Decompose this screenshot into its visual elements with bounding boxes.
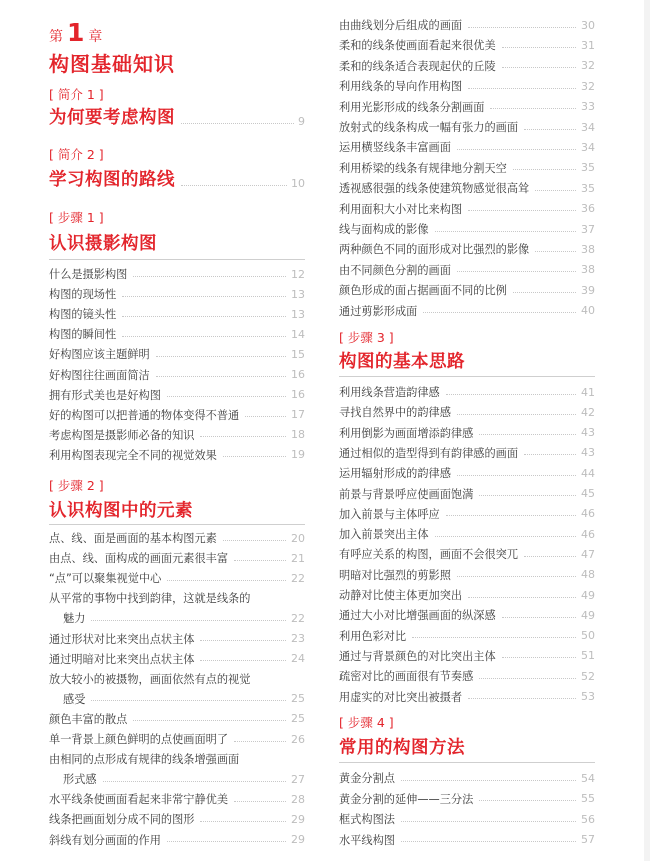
leader-dots (401, 841, 576, 842)
intro2-page: 10 (291, 177, 305, 190)
toc-entry-text: 利用面积大小对比来构图 (339, 202, 463, 216)
leader-dots (468, 27, 576, 28)
toc-entry-text: 什么是摄影构图 (49, 268, 128, 281)
leader-dots (401, 821, 576, 822)
toc-entry[interactable] (49, 445, 305, 465)
toc-entry-text: 拥有形式美也是好构图 (49, 388, 161, 402)
toc-entry-page: 33 (581, 100, 595, 114)
section-divider (49, 259, 305, 260)
toc-entry-page: 21 (291, 551, 305, 565)
leader-dots (446, 515, 576, 516)
toc-entry-text: 疏密对比的画面很有节奏感 (339, 670, 474, 684)
toc-entry[interactable] (49, 689, 305, 709)
toc-entry-page: 16 (291, 368, 305, 381)
step2-title: 认识构图中的元素 (49, 501, 193, 521)
toc-entry-text: 从平常的事物中找到韵律，这就是线条的 (49, 592, 251, 606)
toc-entry[interactable] (339, 768, 595, 788)
leader-dots (535, 251, 576, 252)
intro1-page: 9 (298, 115, 305, 128)
toc-entry[interactable] (339, 789, 595, 809)
toc-entry-text: 加入前景与主体呼应 (339, 507, 440, 521)
leader-dots (524, 454, 576, 455)
leader-dots (223, 456, 286, 457)
intro2-heading[interactable] (49, 166, 305, 191)
toc-entry-text: 运用横竖线条丰富画面 (339, 141, 451, 155)
toc-entry[interactable] (49, 809, 305, 829)
leader-dots (468, 88, 576, 89)
toc-entry-text: 通过剪影形成面 (339, 304, 418, 318)
toc-entry-text: 有呼应关系的构图，画面不会很突兀 (339, 548, 519, 562)
toc-entry-text: 水平线条使画面看起来非常宁静优美 (49, 793, 229, 807)
leader-dots (479, 434, 576, 435)
section-divider (339, 762, 595, 763)
toc-entry-page: 32 (581, 79, 595, 93)
toc-entry-text: 魅力 (63, 612, 86, 626)
toc-entry-page: 46 (581, 527, 595, 541)
toc-entry-text: 由点、线、面构成的画面元素很丰富 (49, 552, 229, 566)
toc-entry-page: 18 (291, 428, 305, 442)
leader-dots (91, 700, 286, 701)
toc-entry-text: 颜色丰富的散点 (49, 712, 128, 726)
toc-entry[interactable] (49, 385, 305, 405)
toc-entry-text: 运用辐射形成的韵律感 (339, 467, 451, 481)
section-divider (49, 524, 305, 525)
intro2-title: 学习构图的路线 (49, 170, 175, 190)
leader-dots (234, 801, 286, 802)
toc-entry-page: 32 (581, 59, 595, 73)
toc-entry-page: 53 (581, 690, 595, 703)
toc-entry-text: 由曲线划分后组成的画面 (339, 19, 463, 32)
leader-dots (457, 271, 576, 272)
toc-entry-page: 36 (581, 202, 595, 216)
toc-entry-page: 45 (581, 487, 595, 500)
leader-dots (535, 190, 576, 191)
toc-entry-page: 16 (291, 388, 305, 402)
toc-entry-page: 17 (291, 408, 305, 422)
toc-entry[interactable] (339, 219, 595, 239)
leader-dots (435, 536, 576, 537)
toc-entry[interactable] (339, 56, 595, 76)
toc-entry[interactable] (49, 649, 305, 669)
leader-dots (412, 637, 576, 638)
toc-entry-page: 24 (291, 652, 305, 666)
toc-entry[interactable] (339, 484, 595, 504)
toc-entry-text: 通过与背景颜色的对比突出主体 (339, 649, 496, 663)
toc-entry-page: 37 (581, 222, 595, 236)
toc-entry-text: 利用线条的导向作用构图 (339, 80, 463, 94)
toc-entry[interactable] (49, 324, 305, 344)
leader-dots (468, 698, 576, 699)
toc-entry-page: 30 (581, 18, 595, 32)
step4-title: 常用的构图方法 (339, 738, 465, 758)
section-divider (339, 376, 595, 377)
toc-entry-page: 51 (581, 649, 595, 663)
toc-entry[interactable] (339, 463, 595, 483)
toc-entry-page: 15 (291, 347, 305, 361)
leader-dots (490, 108, 576, 109)
toc-entry-text: 构图的现场性 (49, 288, 117, 302)
chapter-label (49, 18, 102, 47)
toc-entry-page: 43 (581, 426, 595, 440)
toc-entry-text: 动静对比使主体更加突出 (339, 589, 463, 602)
toc-entry[interactable] (49, 365, 305, 385)
chapter-title: 构图基础知识 (49, 52, 175, 76)
toc-entry[interactable] (339, 443, 595, 463)
toc-entry-page: 31 (581, 38, 595, 52)
toc-entry-page: 47 (581, 547, 595, 561)
step4-label: [ 步骤 4 ] (339, 715, 394, 730)
leader-dots (167, 396, 286, 397)
toc-entry-text: 构图的瞬间性 (49, 328, 117, 342)
toc-entry-page: 38 (581, 242, 595, 256)
chapter-suffix: 章 (88, 29, 103, 45)
leader-dots (468, 597, 576, 598)
toc-entry[interactable] (339, 280, 595, 300)
intro2-label: [ 简介 2 ] (49, 147, 104, 162)
toc-entry-text: 颜色形成的面占据画面不同的比例 (339, 284, 507, 298)
toc-entry-text: 明暗对比强烈的剪影照 (339, 568, 451, 582)
toc-entry-page: 13 (291, 287, 305, 301)
leader-dots (103, 781, 286, 782)
toc-entry[interactable] (49, 769, 305, 789)
toc-entry-text: 黄金分割的延伸——三分法 (339, 792, 474, 806)
leader-dots (122, 316, 286, 317)
toc-entry-text: 利用倒影为画面增添韵律感 (339, 426, 474, 440)
toc-entry-page: 43 (581, 446, 595, 460)
toc-entry[interactable] (339, 301, 595, 321)
step3-title: 构图的基本思路 (339, 352, 465, 372)
toc-entry-page: 14 (291, 327, 305, 341)
toc-entry[interactable] (339, 687, 595, 707)
toc-entry[interactable] (339, 260, 595, 280)
toc-entry[interactable] (49, 425, 305, 445)
toc-entry[interactable] (339, 178, 595, 198)
leader-dots (200, 660, 286, 661)
toc-entry-text: 放大较小的被摄物，画面依然有点的视觉 (49, 672, 251, 686)
leader-dots (513, 169, 576, 170)
toc-entry-text: 考虑构图是摄影师必备的知识 (49, 428, 195, 442)
leader-dots (223, 540, 286, 541)
leader-dots (156, 376, 286, 377)
leader-dots (122, 296, 286, 297)
toc-entry[interactable] (339, 423, 595, 443)
toc-entry[interactable] (339, 646, 595, 666)
intro1-title: 为何要考虑构图 (49, 108, 175, 128)
leader-dots (457, 576, 576, 577)
toc-entry-page: 23 (291, 632, 305, 645)
leader-dots (200, 821, 286, 822)
toc-entry-text: 由不同颜色分割的画面 (339, 263, 451, 277)
toc-entry-page: 12 (291, 267, 305, 281)
toc-entry-page: 29 (291, 833, 305, 846)
step2-label: [ 步骤 2 ] (49, 478, 104, 493)
toc-entry-page: 34 (581, 140, 595, 154)
leader-dots (423, 312, 576, 313)
toc-entry[interactable] (339, 137, 595, 157)
toc-entry-text: 感受 (63, 692, 86, 706)
toc-entry-page: 27 (291, 772, 305, 786)
toc-entry-text: 好的构图可以把普通的物体变得不普通 (49, 408, 240, 422)
toc-entry-page: 48 (581, 568, 595, 582)
toc-entry-page: 41 (581, 385, 595, 399)
toc-entry[interactable] (339, 97, 595, 117)
toc-entry-page: 29 (291, 812, 305, 826)
toc-entry-text: 两种颜色不同的面形成对比强烈的影像 (339, 243, 530, 257)
toc-entry-page: 38 (581, 263, 595, 277)
leader-dots (122, 336, 286, 337)
toc-entry[interactable] (339, 199, 595, 219)
toc-entry-text: 寻找自然界中的韵律感 (339, 406, 451, 420)
toc-entry-page: 44 (581, 466, 595, 480)
toc-entry-page: 26 (291, 732, 305, 746)
leader-dots (167, 841, 286, 842)
toc-entry-text: 斜线有划分画面的作用 (49, 833, 161, 847)
leader-dots (524, 556, 576, 557)
leader-dots (200, 436, 286, 437)
toc-entry-text: 好构图往往画面简洁 (49, 368, 150, 382)
toc-entry-text: 通过大小对比增强画面的纵深感 (339, 609, 496, 623)
toc-entry-text: 线条把画面划分成不同的图形 (49, 813, 195, 827)
leader-dots (401, 780, 576, 781)
toc-entry[interactable] (339, 585, 595, 605)
toc-entry-text: 线与面构成的影像 (339, 223, 429, 236)
toc-entry-text: “点”可以聚集视觉中心 (49, 572, 162, 586)
leader-dots (167, 580, 286, 581)
toc-entry[interactable] (339, 544, 595, 564)
toc-entry-text: 柔和的线条适合表现起伏的丘陵 (339, 59, 496, 73)
toc-entry-text: 构图的镜头性 (49, 308, 117, 322)
toc-entry-text: 柔和的线条使画面看起来很优美 (339, 39, 496, 53)
toc-entry[interactable] (49, 789, 305, 809)
leader-dots (435, 231, 576, 232)
leader-dots (156, 356, 286, 357)
toc-entry[interactable] (339, 117, 595, 137)
toc-entry-page: 34 (581, 120, 595, 134)
toc-entry[interactable] (49, 629, 305, 649)
chapter-number: 1 (67, 18, 85, 47)
leader-dots (479, 678, 576, 679)
toc-entry[interactable] (49, 284, 305, 304)
toc-entry[interactable] (49, 264, 305, 284)
toc-entry-text: 加入前景突出主体 (339, 528, 429, 542)
toc-entry[interactable] (339, 524, 595, 544)
toc-entry-text: 通过明暗对比来突出点状主体 (49, 652, 195, 666)
toc-entry-text: 形式感 (63, 773, 97, 787)
leader-dots (479, 800, 576, 801)
toc-entry-page: 55 (581, 792, 595, 805)
leader-dots (234, 560, 286, 561)
toc-entry-page: 46 (581, 507, 595, 521)
toc-entry[interactable] (49, 304, 305, 324)
toc-entry-page: 35 (581, 181, 595, 195)
toc-entry[interactable] (49, 749, 305, 769)
toc-entry-page: 42 (581, 405, 595, 419)
toc-entry[interactable] (49, 568, 305, 588)
toc-entry[interactable] (49, 528, 305, 548)
toc-entry[interactable] (49, 729, 305, 749)
leader-dots (502, 47, 576, 48)
leader-dots (457, 475, 576, 476)
toc-entry-page: 54 (581, 771, 595, 785)
toc-entry-page: 35 (581, 161, 595, 175)
toc-entry[interactable] (49, 669, 305, 689)
toc-entry-page: 49 (581, 588, 595, 602)
toc-entry-text: 单一背景上颜色鲜明的点使画面明了 (49, 733, 229, 746)
toc-entry-text: 由相同的点形成有规律的线条增强画面 (49, 753, 240, 767)
toc-entry-page: 28 (291, 792, 305, 806)
intro1-heading[interactable] (49, 104, 305, 129)
toc-entry-page: 39 (581, 283, 595, 297)
toc-entry-text: 水平线构图 (339, 833, 395, 847)
toc-entry-text: 用虚实的对比突出被摄者 (339, 690, 463, 704)
toc-entry[interactable] (339, 626, 595, 646)
toc-entry-page: 50 (581, 629, 595, 643)
toc-entry-text: 通过形状对比来突出点状主体 (49, 632, 195, 646)
leader-dots (181, 123, 294, 124)
leader-dots (502, 657, 576, 658)
toc-entry[interactable] (49, 709, 305, 729)
toc-entry-page: 56 (581, 812, 595, 826)
leader-dots (502, 67, 576, 68)
page-edge-shadow (644, 0, 650, 861)
toc-entry-text: 黄金分割点 (339, 772, 395, 785)
toc-entry[interactable] (49, 405, 305, 425)
leader-dots (457, 149, 576, 150)
toc-entry-page: 13 (291, 307, 305, 321)
toc-entry-text: 利用构图表现完全不同的视觉效果 (49, 448, 217, 462)
leader-dots (502, 617, 576, 618)
leader-dots (200, 640, 286, 641)
leader-dots (133, 720, 286, 721)
toc-entry-page: 22 (291, 611, 305, 625)
leader-dots (513, 292, 576, 293)
toc-entry-text: 透视感很强的线条使建筑物感觉很高耸 (339, 182, 530, 196)
toc-entry[interactable] (339, 809, 595, 829)
toc-entry[interactable] (339, 15, 595, 35)
toc-entry[interactable] (339, 76, 595, 96)
toc-entry[interactable] (49, 608, 305, 628)
leader-dots (245, 416, 286, 417)
toc-entry-text: 利用色彩对比 (339, 629, 407, 643)
toc-entry-page: 25 (291, 712, 305, 726)
step1-title: 认识摄影构图 (49, 234, 157, 254)
step3-label: [ 步骤 3 ] (339, 330, 394, 345)
toc-entry[interactable] (339, 504, 595, 524)
toc-entry-page: 52 (581, 669, 595, 683)
toc-entry[interactable] (339, 666, 595, 686)
leader-dots (91, 620, 286, 621)
leader-dots (457, 414, 576, 415)
leader-dots (468, 210, 576, 211)
step1-label: [ 步骤 1 ] (49, 210, 104, 225)
toc-entry[interactable] (49, 830, 305, 850)
intro1-label: [ 简介 1 ] (49, 87, 104, 102)
toc-entry-text: 利用光影形成的线条分割画面 (339, 100, 485, 114)
toc-entry[interactable] (339, 239, 595, 259)
toc-entry-text: 点、线、面是画面的基本构图元素 (49, 532, 217, 545)
toc-entry[interactable] (339, 830, 595, 850)
leader-dots (446, 394, 576, 395)
leader-dots (524, 129, 576, 130)
toc-entry-page: 22 (291, 571, 305, 585)
leader-dots (479, 495, 576, 496)
toc-entry-text: 利用桥梁的线条有规律地分割天空 (339, 161, 507, 175)
toc-entry[interactable] (49, 344, 305, 364)
toc-entry[interactable] (49, 548, 305, 568)
toc-entry-text: 放射式的线条构成一幅有张力的画面 (339, 121, 519, 134)
toc-entry-page: 19 (291, 448, 305, 462)
toc-entry[interactable] (49, 588, 305, 608)
toc-entry[interactable] (339, 565, 595, 585)
toc-entry[interactable] (339, 382, 595, 402)
toc-entry-text: 利用线条营造韵律感 (339, 386, 440, 399)
toc-entry-text: 前景与背景呼应使画面饱满 (339, 487, 474, 501)
leader-dots (181, 185, 287, 186)
toc-entry-page: 20 (291, 531, 305, 545)
toc-entry-text: 通过相似的造型得到有韵律感的画面 (339, 446, 519, 460)
leader-dots (234, 741, 286, 742)
toc-entry-text: 好构图应该主题鲜明 (49, 348, 150, 362)
chapter-prefix: 第 (49, 29, 63, 45)
toc-entry-text: 框式构图法 (339, 813, 395, 826)
toc-entry[interactable] (339, 402, 595, 422)
toc-entry-page: 25 (291, 692, 305, 706)
toc-entry[interactable] (339, 158, 595, 178)
toc-entry-page: 57 (581, 833, 595, 846)
toc-entry[interactable] (339, 605, 595, 625)
toc-entry-page: 40 (581, 304, 595, 318)
toc-entry[interactable] (339, 35, 595, 55)
toc-entry-page: 49 (581, 608, 595, 622)
leader-dots (133, 276, 286, 277)
